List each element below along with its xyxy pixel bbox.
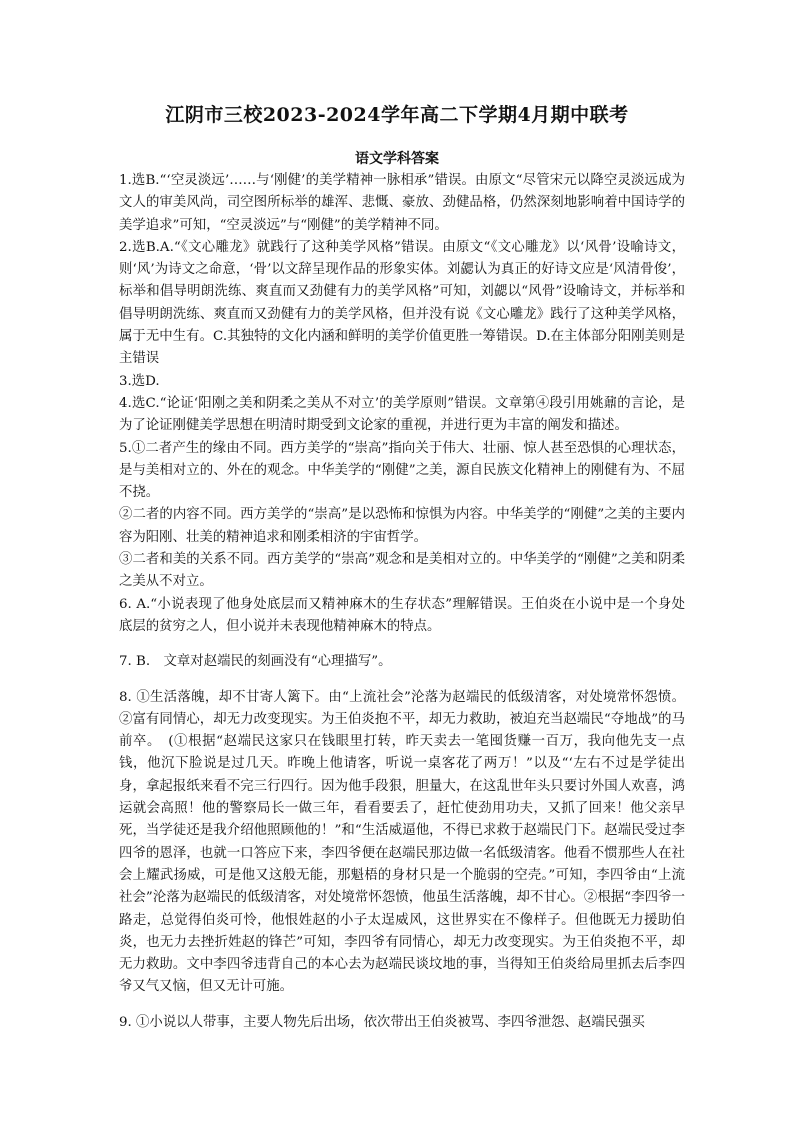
answer-5-point-3: ③二者和美的关系不同。西方美学的“崇高”观念和是美相对立的。中华美学的“刚健”之美和阴柔之美从不对立。 [119,552,685,590]
answer-6: 6. A.“小说表现了他身处底层而又精神麻木的生存状态”理解错误。王伯炎在小说中是一个身处底层的贫穷之人，但小说并未表现他精神麻木的特点。 [119,596,685,634]
answer-9: 9. ①小说以人带事，主要人物先后出场，依次带出王伯炎被骂、李四爷泄怨、赵端民强买 [119,1014,645,1030]
answer-3: 3.选D. [119,373,160,389]
answer-5-point-1: 5.①二者产生的缘由不同。西方美学的“崇高”指向关于伟大、壮丽、惊人甚至恐惧的心理状态，是与美相对立的、外在的观念。中华美学的“刚健”之美，源自民族文化精神上的刚健有为、不屈不挠。 [119,440,685,501]
answer-2: 2.选B.A.“《文心雕龙》就践行了这种美学风格”错误。由原文“《文心雕龙》以‘风骨’设喻诗文，则‘风’为诗文之命意，‘骨’以文辞呈现作品的形象实体。刘勰认为真正的好诗文应是‘风清骨俊’，标举和倡导明朗洗练、爽直而又劲健有力的美学风格”可知，刘勰以“风骨”设喻诗文，并标举和倡导明朗洗练、爽直而又劲健有力的美学风格，但并没有说《文心雕龙》践行了这种美学风格，属于无中生有。C.其独特的文化内涵和鲜明的美学价值更胜一筹错误。D.在主体部分阳刚美则是主错误 [119,239,685,367]
answer-4: 4.选C.“论证‘阳刚之美和阴柔之美从不对立’的美学原则”错误。文章第④段引用姚鼐的言论，是为了论证刚健美学思想在明清时期受到文论家的重视，并进行更为丰富的阐发和描述。 [119,395,685,434]
document-subtitle: 语文学科答案 [355,151,439,167]
answer-5-point-2: ②二者的内容不同。西方美学的“崇高”是以恐怖和惊惧为内容。中华美学的“刚健”之美的主要内容为阳刚、壮美的精神追求和刚柔相济的宇宙哲学。 [119,507,685,545]
answer-7: 7. B. 文章对赵端民的刻画没有“心理描写”。 [119,654,392,670]
document-title: 江阴市三校2023-2024学年高二下学期4月期中联考 [165,104,629,126]
answer-8: 8. ①生活落魄，却不甘寄人篱下。由“上流社会”沦落为赵端民的低级清客，对处境常怀怨愤。②富有同情心，却无力改变现实。为王伯炎抱不平，却无力救助，被迫充当赵端民“夺地战”的马前卒。 (①根据“赵端民这家只在钱眼里打转，昨天卖去一笔囤货赚一百万，我向他先支一点钱，他沉下脸说是过几天。昨晚上他请客，听说一桌客花了两万！”以及“‘左右不过是学徒出身，拿起报纸来看不完三行四行。因为他手段狠，胆量大，在这乱世年头只要讨外国人欢喜，鸿运就会高照！他的警察局长一做三年，看看要丢了，赶忙使劲用功夫，又抓了回来！他父亲早死，当学徒还是我介绍他照顾他的！”和“生活威逼他，不得已求救于赵端民门下。赵端民受过李四爷的恩泽，也就一口答应下来，李四爷便在赵端民那边做一名低级清客。他看不惯那些人在社会上耀武扬威，可是他又这般无能，那魁梧的身材只是一个脆弱的空壳。”可知，李四爷由“上流社会”沦落为赵端民的低级清客，对处境常怀怨愤，他虽生活落魄，却不甘心。②根据“李四爷一路走，总觉得伯炎可怜，他恨姓赵的小子太逞威风，这世界实在不像样子。但他既无力援助伯炎，也无力去挫折姓赵的锋芒”可知，李四爷有同情心，却无力改变现实。为王伯炎抱不平，却无力救助。文中李四爷违背自己的本心去为赵端民谈坟地的事，当得知王伯炎给局里抓去后李四爷又气又恼，但又无计可施。 [119,689,685,995]
answer-body [119,170,685,1034]
answer-1: 1.选B.“‘空灵淡远’……与‘刚健’的美学精神一脉相承”错误。由原文“尽管宋元以降空灵淡远成为文人的审美风尚，司空图所标举的雄浑、悲慨、豪放、劲健品格，仍然深刻地影响着中国诗学的美学追求”可知，“空灵淡远”与“刚健”的美学精神不同。 [119,173,685,233]
